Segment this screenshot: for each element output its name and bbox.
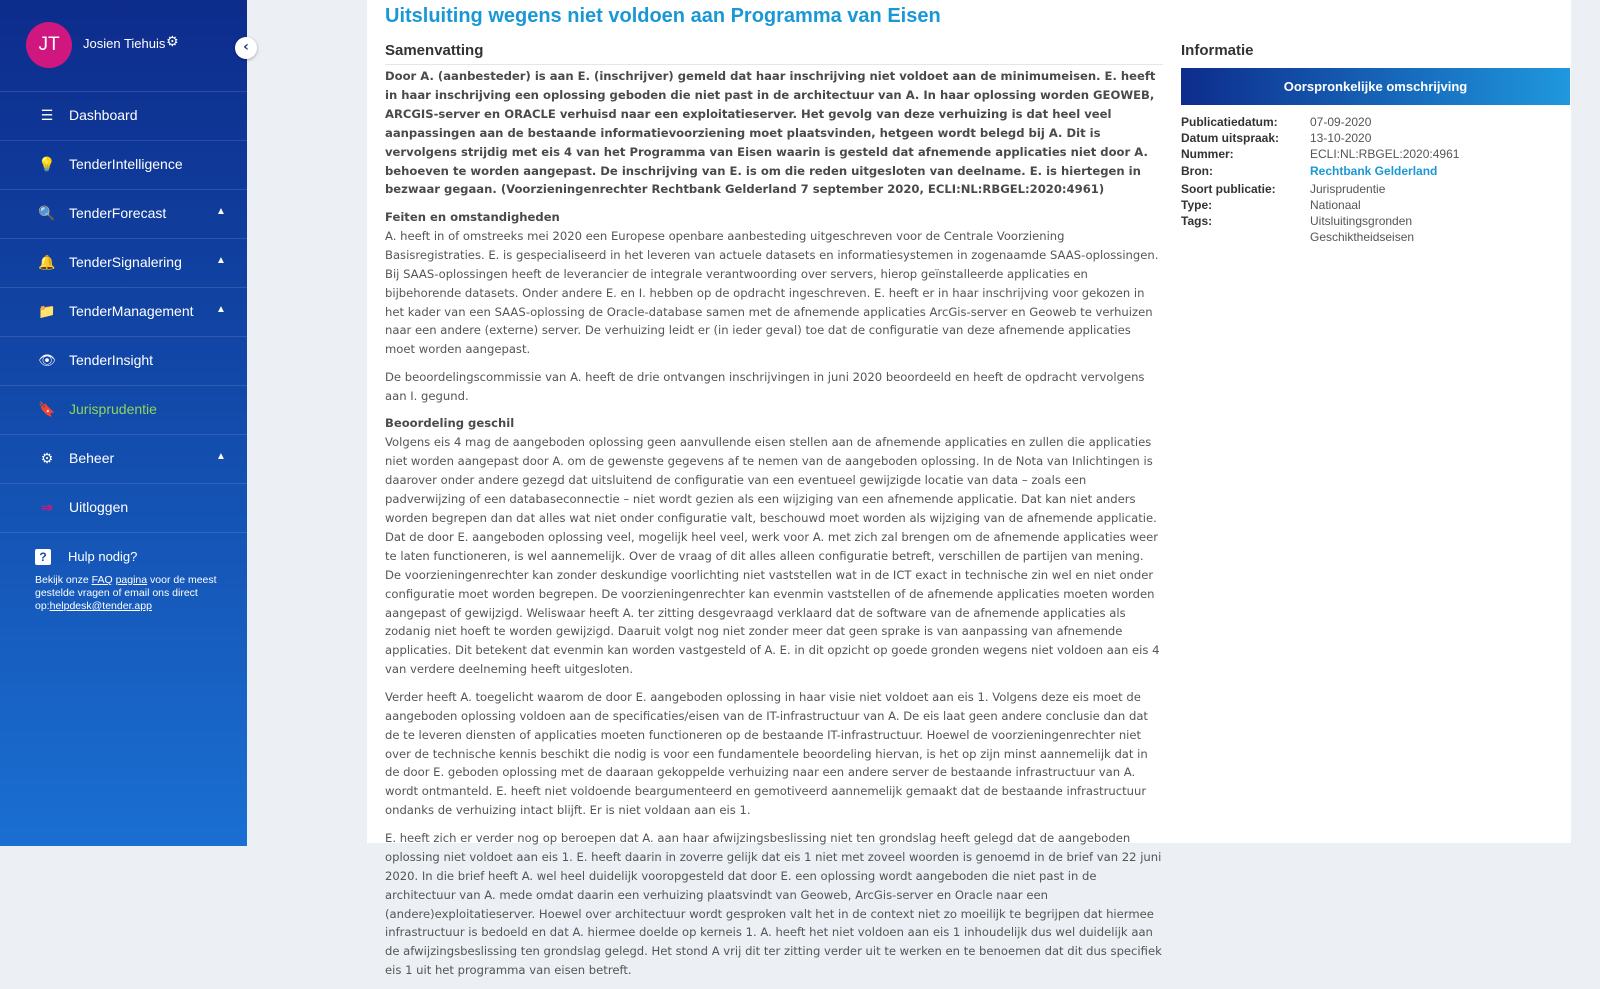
info-row <box>1181 213 1570 229</box>
avatar[interactable]: JT <box>26 22 72 68</box>
tag: Uitsluitingsgronden <box>1310 214 1413 229</box>
info-key: Nummer: <box>1181 147 1234 162</box>
info-value: ECLI:NL:RBGEL:2020:4961 <box>1310 147 1460 162</box>
eye-icon: 👁 <box>38 352 56 368</box>
sidebar <box>0 0 247 846</box>
summary-heading: Samenvatting <box>385 42 484 59</box>
chevron-up-icon[interactable]: ▲ <box>216 255 226 266</box>
paragraph: A. heeft in of omstreeks mei 2020 een Europese openbare aanbesteding uitgeschreven voor de Centrale Voorziening Basisregistraties. E. is gespecialiseerd in het leveren van actuele datasets en informatiesystemen in zogenaamde SAAS-oplossingen. Bij SAAS-oplossingen heeft de leverancier de integrale verantwoording over servers, hierop geïnstalleerde applicaties en bijbehorende datasets. Onder andere E. en I. hebben op de opdracht ingeschreven. E. heeft er in haar inschrijving voor gekozen in het kader van een SAAS-oplossing de Oracle-database samen met de afnemende applicaties ArcGis-server en Geoweb te verhuizen naar een andere (externe) server. De verhuizing leidt er (in ieder geval) toe dat de configuratie van deze afnemende applicaties moet worden aangepast. <box>385 228 1159 357</box>
chevron-up-icon[interactable]: ▲ <box>216 206 226 217</box>
faq-page-link[interactable]: pagina <box>115 574 148 586</box>
sidebar-item-label: Dashboard <box>69 107 138 123</box>
judgement-heading: Beoordeling geschil <box>385 416 515 431</box>
info-row <box>1181 181 1570 197</box>
sidebar-item-tenderintelligence[interactable] <box>0 140 247 189</box>
info-row <box>1181 229 1570 245</box>
help-title: Hulp nodig? <box>68 549 138 564</box>
sidebar-item-jurisprudentie[interactable] <box>0 385 247 434</box>
search-icon: 🔍 <box>38 205 56 221</box>
paragraph: Volgens eis 4 mag de aangeboden oplossing geen aanvullende eisen stellen aan de afnemende applicaties en zullen die applicaties niet worden aangepast door A. om de gewenste gegevens af te nemen van de aangeboden oplossing. In de Nota van Inlichtingen is daarover onder andere gezegd dat uitsluitend de configuratie van een eventueel gewijzigde locatie van data – zoals een padverwijzing of een databaseconnectie – niet wordt gezien als een wijziging van een afnemende applicatie. Dat kan niet anders worden begrepen dan dat alles wat niet onder configuratie valt, beschouwd moet worden als wijziging van de afnemende applicatie. Dat de door E. aangeboden oplossing veel, mogelijk heel veel, werk voor A. met zich zal brengen om de afnemende applicaties weer te laten functioneren, is wel aannemelijk. Over de vraag of dit alles alleen configuratie betreft, verschillen de partijen van mening. De voorzieningenrechter kan zonder deskundige voorlichting niet vaststellen wat in de ICT exact in technische zin wel en niet onder configuratie moet worden begrepen. De voorzieningenrechter kan evenmin vaststellen of de afnemende applicaties moeten worden aangepast of gewijzigd. Weliswaar heeft A. ter zitting desgevraagd verklaard dat de software van de afnemende applicaties als zodanig niet hoeft te worden gewijzigd. Daaruit volgt nog niet zonder meer dat geen sprake is van aanpassing van afnemende applicaties. Dit betekent dat evenmin kan worden vastgesteld of A. E. in dit opzicht op goede gronden wegens niet voldoen aan eis 4 van verdere deelneming heeft uitgesloten. <box>385 435 1160 677</box>
sidebar-item-tendersignalering[interactable] <box>0 238 247 287</box>
info-value: Nationaal <box>1310 198 1361 213</box>
document-body <box>385 67 1163 989</box>
page-title: Uitsluiting wegens niet voldoen aan Programma van Eisen <box>385 5 941 27</box>
tag: Geschiktheidseisen <box>1310 230 1415 245</box>
help-text-part: voor de meest gestelde vragen of email ons direct op: <box>35 574 217 612</box>
help-text-part: Bekijk onze <box>35 574 92 586</box>
chevron-up-icon[interactable]: ▲ <box>216 451 226 462</box>
lightbulb-icon: 💡 <box>38 156 56 172</box>
sidebar-item-label: TenderInsight <box>69 352 154 368</box>
info-key: Publicatiedatum: <box>1181 115 1278 129</box>
user-profile[interactable] <box>26 22 226 68</box>
sidebar-nav <box>0 91 247 533</box>
info-key: Tags: <box>1181 214 1213 229</box>
sidebar-item-dashboard[interactable] <box>0 91 247 140</box>
info-key: Datum uitspraak: <box>1181 131 1280 146</box>
sidebar-item-label: TenderForecast <box>69 205 167 221</box>
info-row <box>1181 114 1570 130</box>
paragraph: E. heeft zich er verder nog op beroepen dat A. aan haar afwijzingsbeslissing niet ten grondslag heeft gelegd dat de aangeboden oplossing niet voldoet aan eis 1. E. heeft daarin in zoverre gelijk dat eis 1 niet met zoveel woorden is genoemd in de brief van 22 juni 2020. In die brief heeft A. wel heel duidelijk vooropgesteld dat door E. een oplossing wordt aangeboden die niet past in de architectuur van A. mede omdat daarin een verhuizing plaatsvindt van Geoweb, ArcGis-server en Oracle naar een (andere)exploitatieserver. Hoewel over architectuur wordt gesproken valt het in de context niet zo moeilijk te begrijpen dat hiermee infrastructuur is bedoeld en dat A. hiermee doelde op kerneis 1. A. heeft het niet voldoen aan eis 1 inhoudelijk dus wel duidelijk aan de afwijzingsbeslissing ten grondslag gelegd. Het stond A vrij dit ter zitting verder uit te werken en te benoemen dat dit dus specifiek eis 1 uit het programma van eisen betreft. <box>385 830 1162 978</box>
info-value: Jurisprudentie <box>1310 181 1386 196</box>
sidebar-item-tenderinsight[interactable] <box>0 336 247 385</box>
scrollbar[interactable] <box>1580 0 1592 846</box>
gear-icon[interactable]: ⚙ <box>166 34 179 50</box>
sidebar-item-label: Uitloggen <box>69 499 129 515</box>
sidebar-item-tenderforecast[interactable] <box>0 189 247 238</box>
chevron-up-icon[interactable]: ▲ <box>216 304 226 315</box>
info-row <box>1181 163 1570 179</box>
info-value: 07-09-2020 <box>1310 115 1372 129</box>
logout-icon: ⇒ <box>41 499 53 515</box>
sidebar-item-label: TenderSignalering <box>69 254 182 270</box>
sidebar-item-beheer[interactable] <box>0 434 247 483</box>
info-heading: Informatie <box>1181 42 1254 59</box>
bell-icon: 🔔 <box>38 254 56 270</box>
sliders-icon: ⚙ <box>40 450 54 466</box>
user-name[interactable]: Josien Tiehuis <box>83 36 166 51</box>
collapse-sidebar-button[interactable]: ‹ <box>235 37 257 59</box>
sidebar-item-label: Jurisprudentie <box>69 401 157 417</box>
folder-icon: 📁 <box>38 303 56 319</box>
paragraph: Verder heeft A. toegelicht waarom de door E. aangeboden oplossing in haar visie niet voldoet aan eis 1. Volgens deze eis moet de aangeboden oplossing voldoen aan de specificaties/eisen van de IT-infrastructuur van A. De eis laat geen andere conclusie dan dat de te leveren diensten of applicaties moeten functioneren op de bestaande IT-infrastructuur. Hoewel de voorzieningenrechter niet over de technische kennis beschikt die nodig is voor een fundamentele beoordeling hiervan, is het op zijn minst aannemelijk dat in de door E. geboden oplossing met de daaraan gekoppelde verhuizing naar een andere server de bestaande infrastructuur van A. wordt ontmanteld. E. heeft niet voldoende beargumenteerd en gemotiveerd aannemelijk gemaakt dat de bestaande infrastructuur ondanks de verhuizing intact blijft. Er is niet voldaan aan eis 1. <box>385 689 1148 818</box>
sidebar-item-uitloggen[interactable] <box>0 483 247 533</box>
sidebar-item-tendermanagement[interactable] <box>0 287 247 336</box>
info-row <box>1181 146 1570 162</box>
question-icon: ? <box>35 549 51 565</box>
info-row <box>1181 130 1570 146</box>
faq-link[interactable]: FAQ <box>91 574 113 586</box>
info-key: Type: <box>1181 198 1213 213</box>
bookmark-icon: 🔖 <box>38 401 56 417</box>
original-description-button[interactable]: Oorspronkelijke omschrijving <box>1181 68 1570 105</box>
summary-lead: Door A. (aanbesteder) is aan E. (inschrijver) gemeld dat haar inschrijving niet voldoet aan de minimumeisen. E. heeft in haar inschrijving een oplossing geboden die niet past in de architectuur van A. In haar oplossing worden GEOWEB, ARCGIS-server en ORACLE verhuisd naar een exploitatieserver. Het gevolg van deze verhuizing is dat heel veel aanpassingen aan de bestaande informatievoorziening moet plaatsvinden, hetgeen wordt belegd bij A. Dit is vervolgens strijdig met eis 4 van het Programma van Eisen waarin is gesteld dat afnemende applicaties niet door A. behoeven te worden aangepast. De inschrijving van E. is om die reden uitgesloten van deelname. E. is hiertegen in bezwaar gegaan. (Voorzieningenrechter Rechtbank Gelderland 7 september 2020, ECLI:NL:RBGEL:2020:4961) <box>385 69 1156 197</box>
sidebar-item-label: Beheer <box>69 450 115 466</box>
sidebar-item-label: TenderManagement <box>69 303 194 319</box>
facts-heading: Feiten en omstandigheden <box>385 210 560 225</box>
help-text <box>35 574 220 613</box>
source-link[interactable]: Rechtbank Gelderland <box>1310 163 1438 178</box>
info-key: Soort publicatie: <box>1181 181 1276 196</box>
main-content <box>367 0 1571 978</box>
sidebar-item-label: TenderIntelligence <box>69 156 183 172</box>
info-key: Bron: <box>1181 163 1213 178</box>
info-value: 13-10-2020 <box>1310 131 1372 146</box>
list-icon: ☰ <box>40 107 54 123</box>
helpdesk-email-link[interactable]: helpdesk@tender.app <box>49 600 152 612</box>
paragraph: De beoordelingscommissie van A. heeft de drie ontvangen inschrijvingen in juni 2020 beoordeeld en heeft de opdracht vervolgens aan I. gegund. <box>385 369 1145 403</box>
divider <box>385 64 1163 65</box>
info-table <box>1181 114 1570 246</box>
info-row <box>1181 197 1570 213</box>
